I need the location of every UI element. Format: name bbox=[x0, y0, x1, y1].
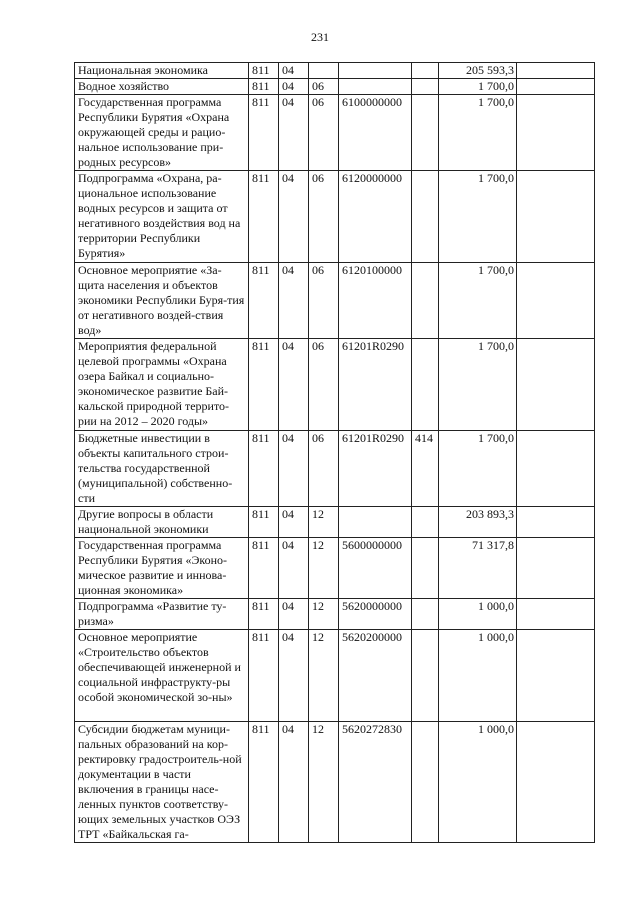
csr-code: 6100000000 bbox=[339, 95, 412, 171]
gr-code: 811 bbox=[249, 63, 279, 79]
sum-value: 1 700,0 bbox=[439, 339, 517, 431]
rz-code: 04 bbox=[279, 599, 309, 630]
vr-code bbox=[412, 63, 439, 79]
vr-code bbox=[412, 507, 439, 538]
csr-code: 5620000000 bbox=[339, 599, 412, 630]
csr-code: 5620200000 bbox=[339, 630, 412, 722]
empty-cell bbox=[517, 630, 595, 722]
pr-code: 12 bbox=[309, 599, 339, 630]
sum-value: 1 700,0 bbox=[439, 431, 517, 507]
table-row bbox=[75, 263, 595, 339]
empty-cell bbox=[517, 431, 595, 507]
empty-cell bbox=[517, 171, 595, 263]
sum-value: 71 317,8 bbox=[439, 538, 517, 599]
csr-code: 6120100000 bbox=[339, 263, 412, 339]
pr-code bbox=[309, 63, 339, 79]
csr-code: 6120000000 bbox=[339, 171, 412, 263]
sum-value: 1 700,0 bbox=[439, 263, 517, 339]
pr-code: 06 bbox=[309, 171, 339, 263]
rz-code: 04 bbox=[279, 263, 309, 339]
gr-code: 811 bbox=[249, 599, 279, 630]
rz-code: 04 bbox=[279, 171, 309, 263]
table-row bbox=[75, 722, 595, 843]
rz-code: 04 bbox=[279, 79, 309, 95]
empty-cell bbox=[517, 538, 595, 599]
row-name: Подпрограмма «Охрана, ра-циональное использование водных ресурсов и защита от негативного воздействия вод на территории Республики Бурятия» bbox=[75, 171, 249, 263]
vr-code bbox=[412, 79, 439, 95]
vr-code bbox=[412, 263, 439, 339]
rz-code: 04 bbox=[279, 431, 309, 507]
gr-code: 811 bbox=[249, 630, 279, 722]
gr-code: 811 bbox=[249, 507, 279, 538]
pr-code: 12 bbox=[309, 630, 339, 722]
sum-value: 1 000,0 bbox=[439, 722, 517, 843]
rz-code: 04 bbox=[279, 63, 309, 79]
pr-code: 06 bbox=[309, 431, 339, 507]
table-row bbox=[75, 538, 595, 599]
csr-code: 61201R0290 bbox=[339, 431, 412, 507]
empty-cell bbox=[517, 507, 595, 538]
rz-code: 04 bbox=[279, 538, 309, 599]
vr-code bbox=[412, 599, 439, 630]
rz-code: 04 bbox=[279, 95, 309, 171]
pr-code: 12 bbox=[309, 507, 339, 538]
table-row bbox=[75, 79, 595, 95]
sum-value: 1 700,0 bbox=[439, 171, 517, 263]
csr-code bbox=[339, 79, 412, 95]
csr-code: 5620272830 bbox=[339, 722, 412, 843]
empty-cell bbox=[517, 722, 595, 843]
row-name: Другие вопросы в области национальной экономики bbox=[75, 507, 249, 538]
pr-code: 06 bbox=[309, 95, 339, 171]
row-name: Мероприятия федеральной целевой программы «Охрана озера Байкал и социально-экономическое развитие Бай-кальской природной террито-рии на 2012 – 2020 годы» bbox=[75, 339, 249, 431]
row-name: Государственная программа Республики Бурятия «Эконо-мическое развитие и иннова-ционная экономика» bbox=[75, 538, 249, 599]
row-name: Субсидии бюджетам муници-пальных образований на кор-ректировку градостроитель-ной документации в части включения в границы насе-ленных пунктов соответству-ющих земельных участков ОЭЗ ТРТ «Байкальская га- bbox=[75, 722, 249, 843]
rz-code: 04 bbox=[279, 722, 309, 843]
sum-value: 1 000,0 bbox=[439, 630, 517, 722]
gr-code: 811 bbox=[249, 339, 279, 431]
gr-code: 811 bbox=[249, 263, 279, 339]
csr-code bbox=[339, 63, 412, 79]
vr-code bbox=[412, 630, 439, 722]
gr-code: 811 bbox=[249, 171, 279, 263]
row-name: Основное мероприятие «Строительство объектов обеспечивающей инженерной и социальной инфраструкту-ры особой экономической зо-ны» bbox=[75, 630, 249, 722]
table-row bbox=[75, 431, 595, 507]
pr-code: 12 bbox=[309, 722, 339, 843]
row-name: Национальная экономика bbox=[75, 63, 249, 79]
row-name: Подпрограмма «Развитие ту-ризма» bbox=[75, 599, 249, 630]
table-row bbox=[75, 599, 595, 630]
empty-cell bbox=[517, 263, 595, 339]
empty-cell bbox=[517, 95, 595, 171]
pr-code: 06 bbox=[309, 263, 339, 339]
pr-code: 12 bbox=[309, 538, 339, 599]
table-row bbox=[75, 339, 595, 431]
table-row bbox=[75, 95, 595, 171]
table-row bbox=[75, 630, 595, 722]
pr-code: 06 bbox=[309, 79, 339, 95]
pr-code: 06 bbox=[309, 339, 339, 431]
gr-code: 811 bbox=[249, 722, 279, 843]
csr-code: 61201R0290 bbox=[339, 339, 412, 431]
vr-code bbox=[412, 538, 439, 599]
row-name: Бюджетные инвестиции в объекты капитального строи-тельства государственной (муниципальной) собственно-сти bbox=[75, 431, 249, 507]
gr-code: 811 bbox=[249, 79, 279, 95]
row-name: Основное мероприятие «За-щита населения и объектов экономики Республики Буря-тия от негативного воздей-ствия вод» bbox=[75, 263, 249, 339]
budget-table bbox=[74, 62, 595, 843]
gr-code: 811 bbox=[249, 431, 279, 507]
gr-code: 811 bbox=[249, 538, 279, 599]
rz-code: 04 bbox=[279, 339, 309, 431]
vr-code bbox=[412, 722, 439, 843]
empty-cell bbox=[517, 63, 595, 79]
row-name: Водное хозяйство bbox=[75, 79, 249, 95]
csr-code: 5600000000 bbox=[339, 538, 412, 599]
sum-value: 205 593,3 bbox=[439, 63, 517, 79]
sum-value: 1 700,0 bbox=[439, 79, 517, 95]
empty-cell bbox=[517, 79, 595, 95]
sum-value: 203 893,3 bbox=[439, 507, 517, 538]
vr-code bbox=[412, 339, 439, 431]
csr-code bbox=[339, 507, 412, 538]
empty-cell bbox=[517, 339, 595, 431]
row-name: Государственная программа Республики Бурятия «Охрана окружающей среды и рацио-нальное использование при-родных ресурсов» bbox=[75, 95, 249, 171]
page-number: 231 bbox=[311, 30, 329, 44]
gr-code: 811 bbox=[249, 95, 279, 171]
sum-value: 1 700,0 bbox=[439, 95, 517, 171]
vr-code bbox=[412, 95, 439, 171]
table-row bbox=[75, 63, 595, 79]
vr-code bbox=[412, 171, 439, 263]
rz-code: 04 bbox=[279, 507, 309, 538]
empty-cell bbox=[517, 599, 595, 630]
rz-code: 04 bbox=[279, 630, 309, 722]
sum-value: 1 000,0 bbox=[439, 599, 517, 630]
table-row bbox=[75, 507, 595, 538]
table-row bbox=[75, 171, 595, 263]
vr-code: 414 bbox=[412, 431, 439, 507]
